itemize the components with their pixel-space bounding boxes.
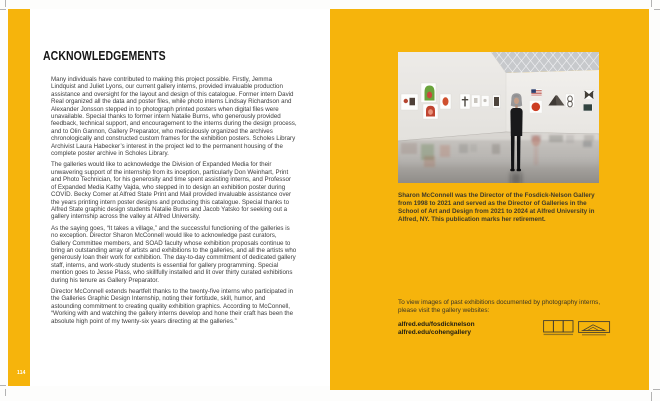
body-paragraph: As the saying goes, “It takes a village,” and the successful functioning of the galleries is no exception. Director Sharon McConnell would like to acknowledge past curators, Gallery Committee members, and SOAD faculty whose exhibition proposals continue to bring an outstanding array of artists and exhibitions to the galleries, and all the artists who generously loan their work for exhibition. The day-to-day commitment of dedicated gallery staff, interns, and work-study students is essential for gallery programming. Special mention goes to Jesse Plass, who skillfully installed and lit over thirty curated exhibitions during his tenure as Gallery Preparator. [51,224,297,284]
crop-mark [651,0,652,7]
photo-caption: Sharon McConnell was the Director of the Fosdick-Nelson Gallery from 1998 to 2021 and served as the Director of Galleries in the School of Art and Design from 2021 to 2024 at Alfred University in Alfred, NY. This publication marks her retirement. [398,192,595,223]
crop-mark [5,389,6,396]
right-page [330,9,649,390]
left-page [8,9,330,386]
gallery-logos [543,320,612,337]
fosdicknelson-link[interactable]: alfred.edu/fosdicknelson [398,321,475,328]
crop-mark [5,0,6,7]
crop-mark [0,385,6,386]
websites-info-text: To view images of past exhibitions documented by photography interns, please visit the gallery websites: [398,299,601,314]
acknowledgements-heading: ACKNOWLEDGEMENTS [43,49,166,63]
gallery-photo [398,52,599,183]
body-paragraph: The galleries would like to acknowledge the Division of Expanded Media for their unwavering support of the internship from its inception, particularly Don Weinhart, Print and Photo Technician, for his generosity and time spent assisting interns, and Professor of Expanded Media Kathy Vajda, who stepped in to design an exhibition poster during COVID. Becky Comer at Alfred State Print and Mail provided invaluable assistance over the years printing intern poster designs and producing this catalogue. Special thanks to Alfred State graphic design students Natalie Burns and Jacob Yatsko for seeking out a gallery internship across the valley at Alfred University. [51,161,292,221]
gallery-links [398,321,475,337]
fosdick-nelson-gallery-logo-icon [543,320,575,337]
cohen-gallery-logo-icon [578,320,612,337]
crop-mark [653,389,660,390]
body-paragraph: Director McConnell extends heartfelt thanks to the twenty-five interns who participated in the Galleries Graphic Design Internship, noting their fortitude, skill, humor, and astounding commitment to creating quality exhibition graphics. According to McConnell, “Working with and watching the gallery interns develop and hone their craft has been the absolute high point of my twenty-six years directing at the galleries.” [51,287,294,325]
folio-strip [8,9,30,386]
acknowledgements-body [51,76,297,329]
cohengallery-link[interactable]: alfred.edu/cohengallery [398,329,471,336]
crop-mark [0,9,6,10]
body-paragraph: Many individuals have contributed to making this project possible. Firstly, Jemma Lindquist and Juliet Lyons, our current gallery interns, provided invaluable production assistance and oversight for the layout and design of this catalogue. Former intern David Real organized all the data and poster files, while photo interns Lindsay Richardson and Alexander Jonsson stepped in to photograph printed posters when digital files were unavailable. Special thanks to former intern Natalie Burns, who generously provided feedback, technical support, and encouragement to the interns during the design process, and to Olin Gannon, Gallery Preparator, who meticulously organized the archives chronologically and constructed custom frames for the exhibition posters. Scholes Library Archivist Laura Habecker’s interest in the project led to the permanent housing of the complete poster archive in Scholes Library. [51,76,297,158]
page-number: 114 [17,370,26,376]
crop-mark [654,9,660,10]
crop-mark [651,392,652,401]
